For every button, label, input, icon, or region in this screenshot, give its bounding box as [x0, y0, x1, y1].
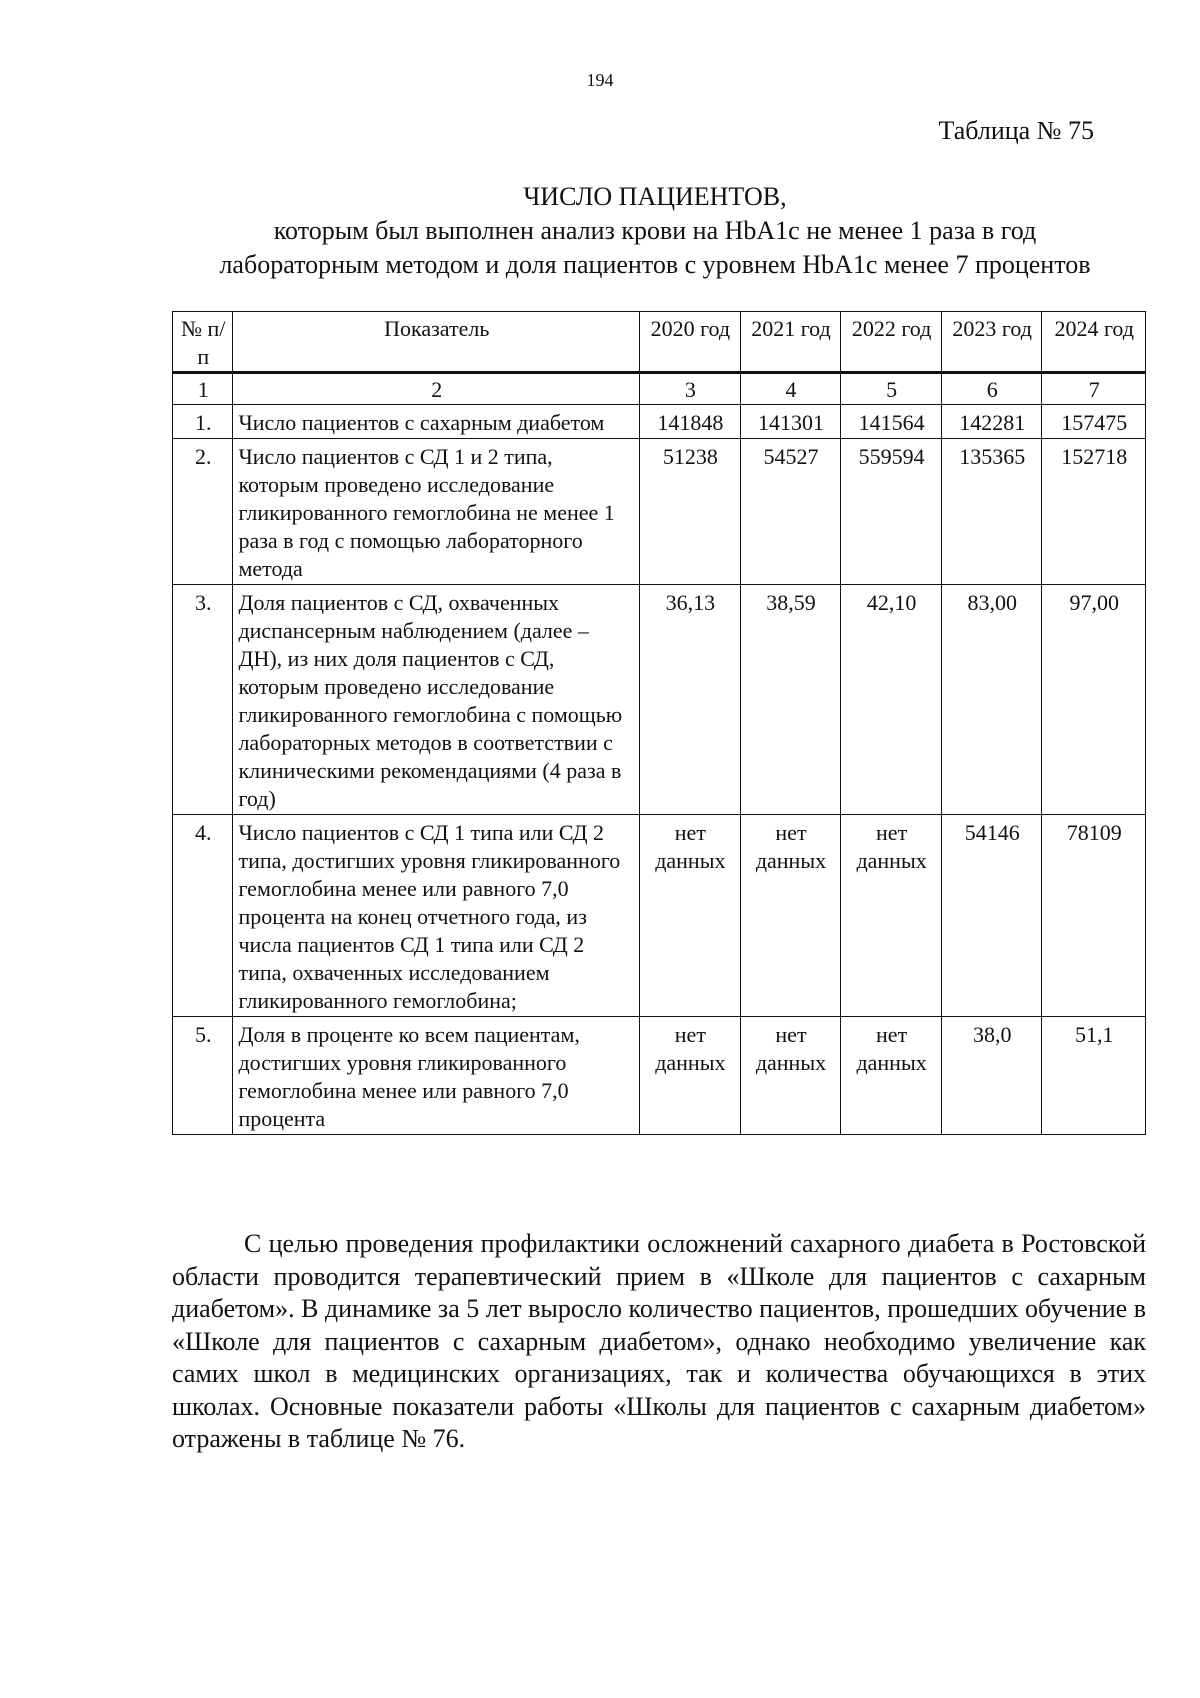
header-cell-2021: 2021 год [740, 312, 841, 373]
table-row [173, 815, 1146, 1017]
row-value-2022: 141564 [841, 405, 942, 439]
column-index-cell: 3 [640, 373, 741, 405]
row-value-2024: 97,00 [1042, 585, 1146, 815]
row-indicator: Доля пациентов с СД, охваченных диспансерным наблюдением (далее – ДН), из них доля пациентов с СД, которым проведено исследование гликированного гемоглобина с помощью лабораторных методов в соответствии с клиническими рекомендациями (4 раза в год) [233, 585, 640, 815]
column-index-cell: 1 [173, 373, 233, 405]
row-number: 1. [173, 405, 233, 439]
row-indicator: Число пациентов с СД 1 и 2 типа, которым проведено исследование гликированного гемоглобина не менее 1 раза в год с помощью лабораторного метода [233, 439, 640, 585]
row-number: 3. [173, 585, 233, 815]
header-cell-2022: 2022 год [841, 312, 942, 373]
row-value-2021: нет данных [740, 815, 841, 1017]
row-value-2024: 78109 [1042, 815, 1146, 1017]
body-paragraph: С целью проведения профилактики осложнений сахарного диабета в Ростовской области проводится терапевтический прием в «Школе для пациентов с сахарным диабетом». В динамике за 5 лет выросло количество пациентов, прошедших обучение в «Школе для пациентов с сахарным диабетом», однако необходимо увеличение как самих школ в медицинских организациях, так и количества обучающихся в этих школах. Основные показатели работы «Школы для пациентов с сахарным диабетом» отражены в таблице № 76. [172, 1229, 1146, 1453]
table-row [173, 405, 1146, 439]
row-value-2021: 54527 [740, 439, 841, 585]
row-value-2022: нет данных [841, 1017, 942, 1135]
header-cell-num: № п/п [173, 312, 233, 373]
page-number: 194 [586, 70, 614, 90]
row-number: 2. [173, 439, 233, 585]
row-value-2021: нет данных [740, 1017, 841, 1135]
title-line-1: ЧИСЛО ПАЦИЕНТОВ, [523, 182, 787, 211]
column-index-cell: 2 [233, 373, 640, 405]
row-indicator: Число пациентов с СД 1 типа или СД 2 типа, достигших уровня гликированного гемоглобина менее или равного 7,0 процента на конец отчетного года, из числа пациентов СД 1 типа или СД 2 типа, охваченных исследованием гликированного гемоглобина; [233, 815, 640, 1017]
header-cell-2024: 2024 год [1042, 312, 1146, 373]
table-header-row [173, 312, 1146, 373]
row-value-2021: 141301 [740, 405, 841, 439]
column-index-cell: 6 [941, 373, 1042, 405]
header-cell-2020: 2020 год [640, 312, 741, 373]
row-value-2020: 36,13 [640, 585, 741, 815]
row-value-2020: 51238 [640, 439, 741, 585]
row-value-2023: 142281 [941, 405, 1042, 439]
row-value-2021: 38,59 [740, 585, 841, 815]
title-line-2: которым был выполнен анализ крови на HbA1c не менее 1 раза в год [273, 216, 1037, 245]
header-cell-indicator: Показатель [233, 312, 640, 373]
table-label: Таблица № 75 [938, 116, 1094, 145]
row-value-2020: нет данных [640, 1017, 741, 1135]
table-title [170, 180, 1140, 282]
column-index-cell: 4 [740, 373, 841, 405]
row-indicator: Доля в проценте ко всем пациентам, достигших уровня гликированного гемоглобина менее или равного 7,0 процента [233, 1017, 640, 1135]
row-value-2023: 83,00 [941, 585, 1042, 815]
row-value-2024: 51,1 [1042, 1017, 1146, 1135]
row-value-2024: 152718 [1042, 439, 1146, 585]
table-row [173, 439, 1146, 585]
title-line-3: лабораторным методом и доля пациентов с уровнем HbA1c менее 7 процентов [219, 250, 1091, 279]
table-row [173, 1017, 1146, 1135]
row-value-2020: нет данных [640, 815, 741, 1017]
row-indicator: Число пациентов с сахарным диабетом [233, 405, 640, 439]
row-value-2020: 141848 [640, 405, 741, 439]
row-value-2023: 54146 [941, 815, 1042, 1017]
column-index-row [173, 373, 1146, 405]
row-value-2022: 42,10 [841, 585, 942, 815]
row-value-2022: нет данных [841, 815, 942, 1017]
table-row [173, 585, 1146, 815]
row-value-2023: 135365 [941, 439, 1042, 585]
row-number: 5. [173, 1017, 233, 1135]
patients-table [172, 311, 1146, 1135]
row-value-2024: 157475 [1042, 405, 1146, 439]
row-value-2023: 38,0 [941, 1017, 1042, 1135]
row-value-2022: 559594 [841, 439, 942, 585]
header-cell-2023: 2023 год [941, 312, 1042, 373]
row-number: 4. [173, 815, 233, 1017]
column-index-cell: 7 [1042, 373, 1146, 405]
column-index-cell: 5 [841, 373, 942, 405]
